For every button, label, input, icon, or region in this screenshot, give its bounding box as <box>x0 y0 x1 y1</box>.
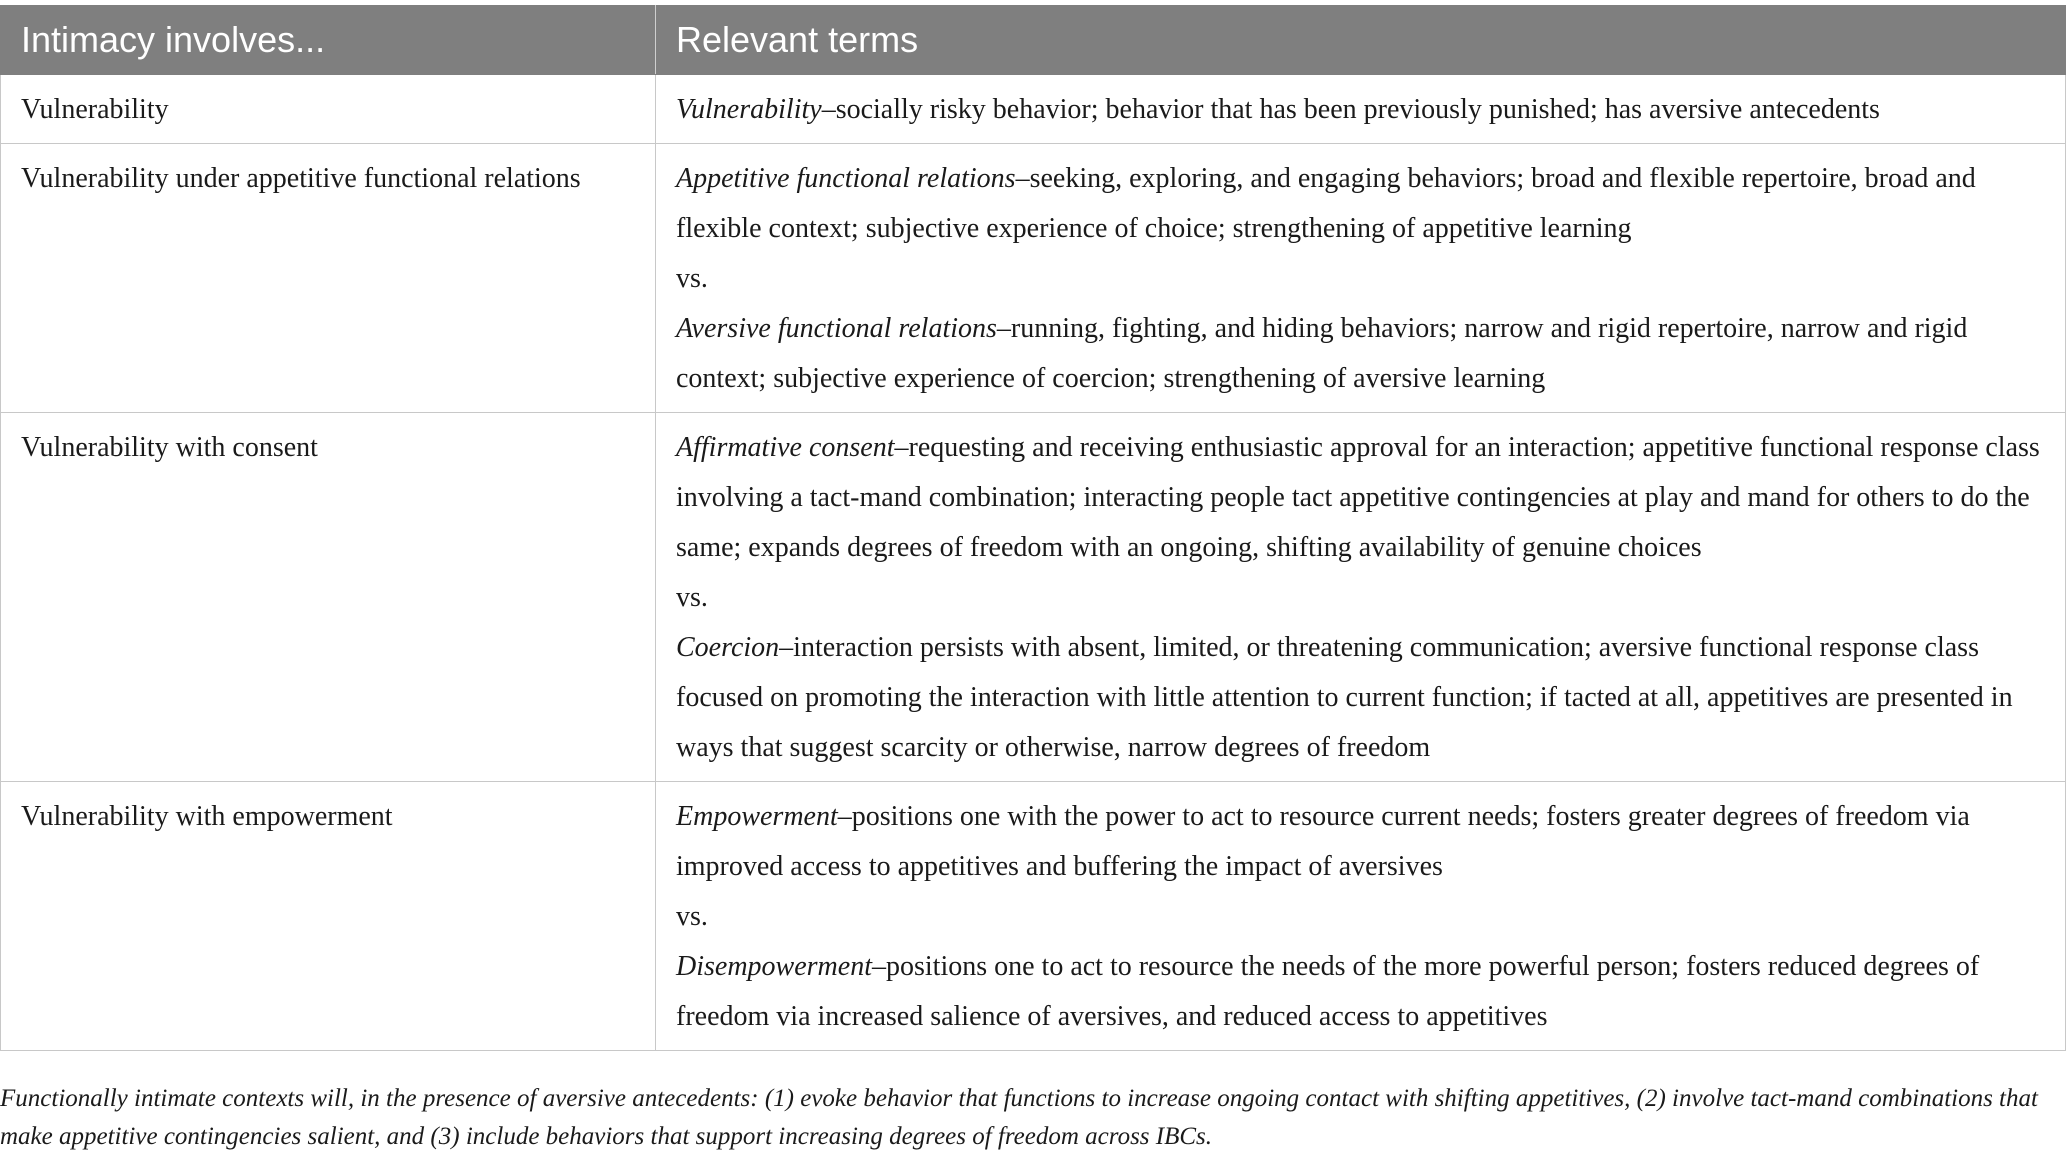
term-name: Vulnerability <box>676 94 822 125</box>
term-name: Disempowerment <box>676 951 872 982</box>
term-name: Appetitive functional relations <box>676 163 1016 194</box>
row-terms <box>656 75 2066 144</box>
term-definition: –positions one with the power to act to resource current needs; fosters greater degrees of freedom via improved access to appetitives and buffering the impact of aversives <box>676 801 1970 882</box>
term-name: Coercion <box>676 632 780 663</box>
row-terms <box>656 782 2066 1051</box>
term-definition: –interaction persists with absent, limited, or threatening communication; aversive functional response class focused on promoting the interaction with little attention to current function; if tacted at all, appetitives are presented in ways that suggest scarcity or otherwise, narrow degrees of freedom <box>676 632 2013 763</box>
terms-table <box>0 5 2066 1051</box>
terms-table-container <box>0 5 2065 1051</box>
term-paragraph <box>676 792 2045 892</box>
term-paragraph <box>676 942 2045 1042</box>
row-label: Vulnerability <box>1 75 656 144</box>
table-row <box>1 782 2066 1051</box>
term-name: Empowerment <box>676 801 838 832</box>
term-paragraph <box>676 85 2045 135</box>
term-paragraph <box>676 304 2045 404</box>
term-definition: –requesting and receiving enthusiastic approval for an interaction; appetitive functional response class involving a tact-mand combination; interacting people tact appetitive contingencies at play and mand for others to do the same; expands degrees of freedom with an ongoing, shifting availability of genuine choices <box>676 432 2040 563</box>
term-name: Affirmative consent <box>676 432 895 463</box>
versus-label: vs. <box>676 263 708 294</box>
term-name: Aversive functional relations <box>676 313 997 344</box>
term-definition: –running, fighting, and hiding behaviors; narrow and rigid repertoire, narrow and rigid context; subjective experience of coercion; strengthening of aversive learning <box>676 313 1968 394</box>
versus-label: vs. <box>676 901 708 932</box>
term-paragraph <box>676 623 2045 773</box>
header-intimacy-involves: Intimacy involves... <box>1 6 656 75</box>
row-label: Vulnerability with consent <box>1 413 656 782</box>
table-header-row <box>1 6 2066 75</box>
header-relevant-terms: Relevant terms <box>656 6 2066 75</box>
table-footnote: Functionally intimate contexts will, in the presence of aversive antecedents: (1) evoke behavior that functions to increase ongoing contact with shifting appetitives, (2) involve tact-mand combinations that make appetitive contingencies salient, and (3) include behaviors that support increasing degrees of freedom across IBCs. <box>0 1085 2038 1150</box>
row-label: Vulnerability with empowerment <box>1 782 656 1051</box>
table-row <box>1 75 2066 144</box>
row-terms <box>656 144 2066 413</box>
row-label: Vulnerability under appetitive functional relations <box>1 144 656 413</box>
versus-label: vs. <box>676 582 708 613</box>
row-terms <box>656 413 2066 782</box>
term-definition: –seeking, exploring, and engaging behaviors; broad and flexible repertoire, broad and flexible context; subjective experience of choice; strengthening of appetitive learning <box>676 163 1976 244</box>
table-row <box>1 144 2066 413</box>
term-definition: –socially risky behavior; behavior that has been previously punished; has aversive antecedents <box>821 94 1880 125</box>
term-paragraph <box>676 423 2045 573</box>
term-paragraph <box>676 154 2045 254</box>
table-row <box>1 413 2066 782</box>
term-definition: –positions one to act to resource the needs of the more powerful person; fosters reduced degrees of freedom via increased salience of aversives, and reduced access to appetitives <box>676 951 1980 1032</box>
